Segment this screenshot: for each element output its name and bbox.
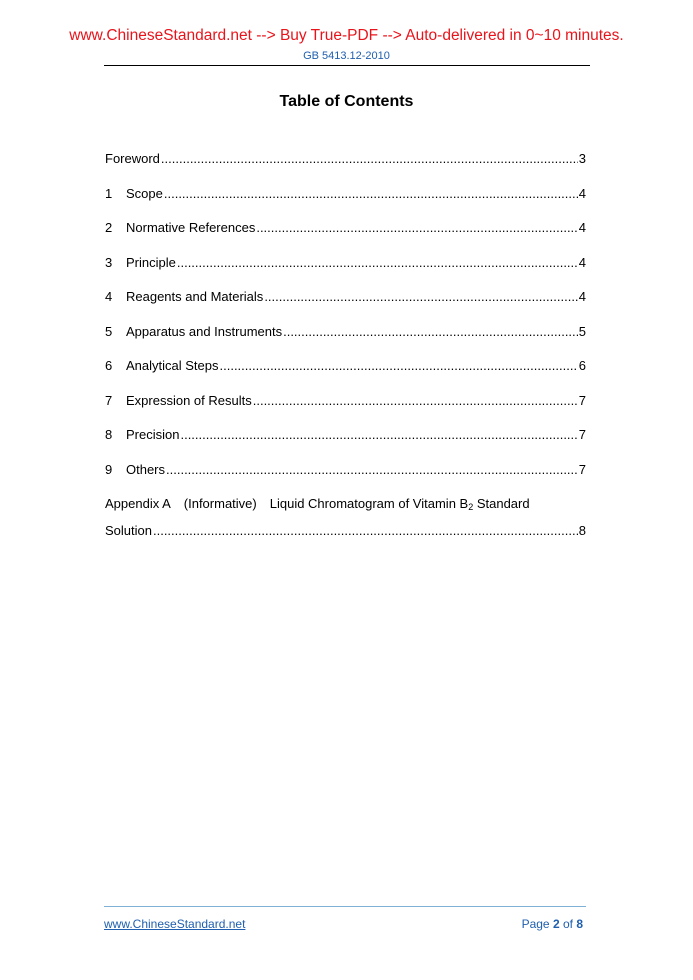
toc-entry-label: Precision	[126, 427, 180, 442]
toc-entry-label: Expression of Results	[126, 392, 252, 408]
page-indicator	[522, 917, 583, 931]
document-number: GB 5413.12-2010	[303, 50, 390, 62]
toc-entry-normative-references[interactable]	[105, 219, 586, 254]
dot-leader	[180, 426, 577, 444]
dot-leader	[161, 150, 578, 168]
page-indicator-word: Page	[521, 917, 553, 931]
toc-entry-page: 8	[578, 523, 586, 538]
toc-entry-analytical-steps[interactable]	[105, 357, 586, 392]
toc-entry-page: 5	[578, 323, 586, 339]
appendix-title-suffix: Standard	[473, 496, 530, 511]
appendix-title-line	[105, 495, 586, 522]
dot-leader	[164, 185, 578, 203]
toc-entry-number: 1	[105, 185, 113, 201]
toc-entry-others[interactable]	[105, 461, 586, 496]
toc-entry-number: 5	[105, 323, 113, 339]
toc-entry-number: 8	[105, 427, 113, 442]
toc-entry-label: Normative References	[126, 220, 256, 235]
table-of-contents	[105, 150, 586, 542]
toc-entry-number: 7	[105, 392, 113, 408]
toc-entry-page: 4	[578, 289, 586, 304]
dot-leader	[220, 357, 578, 375]
dot-leader	[283, 323, 578, 341]
dot-leader	[166, 461, 578, 479]
toc-entry-expression-of-results[interactable]	[105, 392, 586, 427]
appendix-title-text: Appendix A (Informative) Liquid Chromatogram of Vitamin B	[105, 496, 469, 511]
toc-entry-label: Foreword	[105, 151, 160, 166]
toc-entry-principle[interactable]	[105, 254, 586, 289]
toc-entry-page: 7	[578, 392, 586, 408]
toc-entry-number: 6	[105, 358, 113, 373]
page-indicator-current: 2	[552, 917, 560, 931]
page-indicator-of: of	[559, 917, 577, 931]
dot-leader	[253, 392, 578, 410]
toc-entry-appendix-a[interactable]	[105, 495, 586, 542]
toc-entry-label: Reagents and Materials	[126, 289, 264, 304]
header-divider	[104, 65, 590, 66]
toc-entry-label: Others	[126, 461, 166, 477]
appendix-title-continuation	[105, 522, 586, 542]
appendix-title-subscript: 2	[468, 502, 474, 512]
toc-entry-page: 4	[578, 220, 586, 235]
toc-entry-reagents-and-materials[interactable]	[105, 288, 586, 323]
dot-leader	[177, 254, 578, 272]
toc-entry-number: 9	[105, 461, 113, 477]
footer-divider	[104, 906, 586, 907]
toc-entry-page: 4	[578, 254, 586, 270]
dot-leader	[153, 522, 578, 540]
toc-entry-label: Apparatus and Instruments	[126, 323, 283, 339]
toc-entry-number: 4	[105, 289, 113, 304]
toc-entry-label: Analytical Steps	[126, 358, 219, 373]
toc-entry-foreword[interactable]	[105, 150, 586, 185]
toc-entry-page: 7	[578, 427, 586, 442]
page-indicator-total: 8	[576, 917, 583, 931]
toc-entry-scope[interactable]	[105, 185, 586, 220]
toc-entry-label: Scope	[126, 185, 163, 201]
toc-entry-apparatus-and-instruments[interactable]	[105, 323, 586, 358]
toc-entry-page: 6	[578, 358, 586, 373]
toc-entry-number: 3	[105, 254, 113, 270]
toc-entry-page: 4	[578, 185, 586, 201]
page-title: Table of Contents	[279, 93, 414, 110]
footer-website-link[interactable]: www.ChineseStandard.net	[104, 917, 246, 931]
dot-leader	[256, 219, 577, 237]
toc-entry-page: 7	[578, 461, 586, 477]
purchase-banner[interactable]: www.ChineseStandard.net --> Buy True-PDF --> Auto-delivered in 0~10 minutes.	[69, 27, 624, 44]
dot-leader	[264, 288, 577, 306]
toc-entry-label: Principle	[126, 254, 176, 270]
toc-entry-label: Solution	[105, 523, 152, 538]
toc-entry-page: 3	[578, 151, 586, 166]
toc-entry-number: 2	[105, 220, 113, 235]
toc-entry-precision[interactable]	[105, 426, 586, 461]
